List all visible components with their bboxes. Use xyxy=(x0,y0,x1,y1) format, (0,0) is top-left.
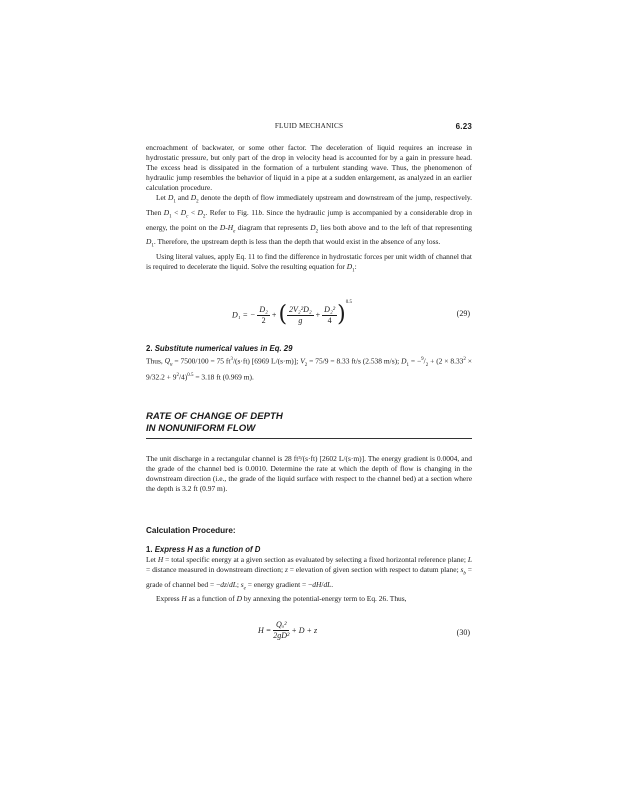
eq29-den2: g xyxy=(298,315,303,325)
step-2-title: Substitute numerical values in Eq. 29 xyxy=(154,344,293,353)
page-number: 6.23 xyxy=(455,122,472,131)
problem-block xyxy=(146,454,472,494)
eq29-num1: D₂ xyxy=(259,304,268,314)
eq29-plus: + xyxy=(271,310,277,320)
section-title-line-1: RATE OF CHANGE OF DEPTH xyxy=(146,411,283,422)
step-1-number: 1. xyxy=(146,545,153,554)
eq29-exponent: 0.5 xyxy=(345,300,352,305)
calculation-procedure-heading: Calculation Procedure: xyxy=(146,526,236,535)
section-title xyxy=(146,411,472,434)
paragraph-depths: Let $D_1$ and $D_2$ denote the depth of flow immediately upstream and downstream of the jump, respectively. Then $D_1 < D_c < D_2$. Refer to Fig. 11b. Since the hydraulic jump is accompanied by a considerable drop in energy, the point on the $D-H_e$ diagram that represents $D_2$ lies both above and to the left of that representing $D_1$. Therefore, the upstream depth is less than the depth that would exist in the absence of any loss. xyxy=(146,193,473,249)
eq29-lhs: D₁ = − xyxy=(232,310,256,320)
equation-30-body xyxy=(258,620,317,641)
running-header xyxy=(146,122,472,136)
step-1-block xyxy=(146,545,472,604)
step-2-number: 2. xyxy=(146,344,153,353)
equation-29-body: D₁ = − $\frac{\text{D₂}}{2}$ + ( $\frac{\text{2V₂²D₂}}{g}$ + $\frac{\text{D₂²}}{4}$ )$^{0.5}$ xyxy=(232,300,352,328)
step-1-express: Express H as a function of D by annexing the potential-energy term to Eq. 26. Thus, xyxy=(156,594,407,604)
step-2-text: Thus, $Q_u = 7500/100 = 75$ $ft^3/(s\cdot ft)$ [6969 L/(s·m)]; $V_2 = 75/9 = 8.33$ ft/s (2.538 m/s); $D_1 = -^9/_2 + (2 \times 8.33^2 \times 9/32.2 + 9^2/4)^{0.5} = 3.18$ ft (0.969 m). xyxy=(146,356,472,382)
section-title-line-2: IN NONUNIFORM FLOW xyxy=(146,422,256,434)
eq30-lhs: H = xyxy=(258,626,272,635)
eq29-num2: 2V₂²D₂ xyxy=(289,304,312,314)
eq29-den1: 2 xyxy=(261,315,266,325)
section-rule xyxy=(146,438,472,439)
step-2-block xyxy=(146,344,472,383)
eq29-num3: D₂² xyxy=(324,304,336,314)
header-title: FLUID MECHANICS xyxy=(274,122,344,130)
eq30-den: 2gD² xyxy=(273,631,290,640)
step-1-heading xyxy=(146,545,472,554)
step-2-heading xyxy=(146,344,472,353)
step-1-definitions: Let H = total specific energy at a given section as evaluated by selecting a fixed horizontal reference plane; L = distance measured in downstream direction; z = elevation of given section with respect to datum plane; $s_b$ = grade of channel bed = −dz/dL; $s_e$ = energy gradient = −dH/dL. xyxy=(146,555,472,592)
eq30-num: Qᵤ² xyxy=(276,620,287,629)
paragraph-literal-values: Using literal values, apply Eq. 11 to find the difference in hydrostatic forces per unit width of channel that is required to decelerate the liquid. Solve the resulting equation for $D_1$: xyxy=(146,251,472,274)
problem-statement: The unit discharge in a rectangular channel is 28 ft³/(s·ft) [2602 L/(s·m)]. The energy gradient is 0.0004, and the grade of the channel bed is 0.0010. Determine the rate at which the depth of flow is changing in the downstream direction (i.e., the grade of the liquid surface with respect to the channel bed) at a section where the depth is 3.2 ft (0.97 m). xyxy=(146,454,472,494)
equation-29 xyxy=(146,298,472,332)
step-1-title: Express H as a function of D xyxy=(154,545,261,554)
eq29-den3: 4 xyxy=(327,315,332,325)
equation-30 xyxy=(146,620,472,648)
body-text-top xyxy=(146,143,472,276)
eq30-rhs: + D + z xyxy=(291,626,318,635)
eq29-number: (29) xyxy=(456,309,470,318)
eq30-number: (30) xyxy=(456,628,470,637)
paragraph-hydraulic-jump: encroachment of backwater, or some other factor. The deceleration of liquid requires an increase in hydrostatic pressure, but only part of the drop in velocity head is accounted for by a gain in pressure head. The excess head is dissipated in the formation of a turbulent standing wave. Thus, the phenomenon of hydraulic jump resembles the behavior of liquid in a pipe at a sudden enlargement, as analyzed in an earlier calculation procedure. xyxy=(146,143,472,193)
